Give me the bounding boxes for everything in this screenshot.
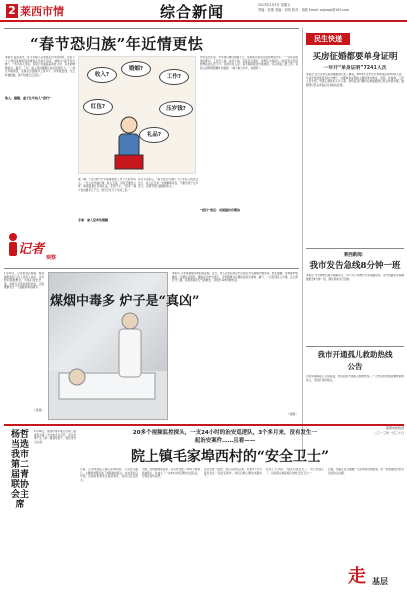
worried-person-icon — [109, 115, 149, 173]
lead-body-col1: 本报讯 临近春节，在大多数人买票回家过年的同时，也有不少人却因各种原因选择留在外地不回家，被称为“春节恐归族”。一些年轻人坦言，回家过年面临着来自父母、亲友的种种追问，婚恋、工作、收入等问题都让他们倍感压力。“一到过年就紧张，亲戚们见面就问工资多少、对象找没找、什么时候结婚，真不知道怎么回答。” — [5, 56, 75, 77]
divider — [306, 248, 404, 249]
section-name: 莱西市情 — [20, 5, 64, 18]
cartoon-illustration — [78, 56, 196, 174]
reporter-logo-subtext: 观察 — [46, 255, 57, 261]
feature-kicker: 起治安案件……且看—— — [194, 438, 256, 444]
feature-body-col2: 为此，村两委筹集资金，在全村安装了20多个视频监控探头，并成立了一支24小时巡逻的治安队伍，分班在村内巡逻。 — [142, 468, 200, 479]
lead-subhead: 收入、婚姻、面子让年轻人“恐归” — [5, 96, 51, 100]
election-headline: 杨哲当选我市第二届青联协会主席 — [10, 430, 29, 510]
header-editors: 责编：张蕾 美编：刘伟 校对：周燕 Email: xxjbwgl@163.com — [258, 8, 350, 12]
story-headline: 买房征婚都要单身证明 — [312, 52, 398, 62]
feature-kicker: 20多个视频监控探头，一支24小时的治安巡逻队，3个多月来，没有发生一 — [132, 430, 318, 436]
byline: （宫斐） — [32, 408, 44, 412]
lead-subhead: 专家：家人应多些理解 — [78, 218, 109, 222]
notice-headline: 我市开通孤儿救助热线 — [317, 350, 393, 359]
story-body: 本报讯 近日从市民政局婚姻登记处了解到，2012年全市共开具单身证明7241人次，与往年相比数量有较大增长。办理单身证明的主要用途为购房、贷款、征婚等。工作人员介绍，申请人须持本人户口簿、身份证到户籍所在地婚姻登记机关申请办理，婚姻登记机关审查后出具相关证明。 — [306, 73, 404, 87]
bubble-money: 压岁钱? — [159, 101, 193, 117]
notice-date: 二〇一三年一月三十日 — [373, 431, 404, 435]
notice-title: 公告 — [347, 362, 363, 371]
election-body: 1月26日，莱西市青年联合会第二届委员会第一次全体会议召开，会议选举产生了新一届领导班子，杨哲当选为主席。 — [34, 430, 76, 444]
story-kicker: 莱西新闻： — [343, 253, 367, 258]
bubble-income: 收入? — [87, 67, 117, 83]
divider — [4, 28, 299, 29]
page-title: 综合新闻 — [160, 3, 225, 21]
column-divider — [302, 28, 303, 458]
lead-headline: “春节恐归族”年近情更怯 — [30, 35, 204, 53]
notice-signature: 莱西市民政局 — [385, 426, 404, 430]
header-date: 2013年2月5日 星期五 — [258, 3, 291, 7]
feature-body-col5: 目前，该镇正在全镇推广毛家埠西村的经验，进一步加强农村社会治安综合治理。 — [328, 468, 404, 475]
lead-body-col3: 有关专家表示，“春节恐归”反映了当下年轻人的生活压力，家人应当多一些理解和包容，不要给孩子太多压力，让春节回归团圆的本义。 — [138, 178, 198, 189]
bubble-red-envelope: 红包? — [83, 99, 113, 115]
story-headline: 我市发告急线8分钟一班 — [309, 261, 401, 271]
story-body: 本报讯 为方便市民春节期间出行，市公交公司增开多条线路班次，部分线路发车间隔缩短至8分钟一班，满足乘客出行需求。 — [306, 274, 404, 281]
lead-body-col4: 市民张先生说，今年他们单位放假七天，但是他还是决定留在城里过年。“一回家亲戚朋友都问，工作怎么样，挣多少钱，有没有女朋友，觉得压力特别大。”和张先生有同样想法的人还不少。有的年轻人说，春节期间留在外地加班，可以拿到三倍工资；有的人则利用假期外出旅游，“换个地方过年，也挺好”。 — [200, 56, 298, 70]
reporter-logo-text: 记者 — [18, 242, 45, 257]
page-number: 2 — [6, 4, 18, 18]
lead-subhead: “恐归”背后：对团圆仍有期待 — [200, 208, 240, 212]
divider — [306, 346, 404, 347]
feature-body-col3: 自从安装了监控、成立巡逻队以来，村里3个多月没有发生一起治安案件，村民们晚上睡觉也踏实了。 — [204, 468, 262, 479]
feature-headline: 院上镇毛家埠西村的“安全卫士” — [130, 449, 330, 465]
header-meta — [258, 3, 403, 13]
grassroots-column-label: 基层 — [372, 577, 388, 586]
byline: （张艳） — [286, 412, 298, 416]
grassroots-column-logo: 走 — [348, 566, 366, 587]
section-banner: 民生快递 — [306, 33, 350, 45]
photo-news-text: 1月31日，记者来到店埠镇，看到镇里组织工作人员深入各村，走访慰问困难群众，为他们送去米、面、油等生活用品和慰问金，让困难群众过一个温暖祥和的春节。 — [4, 272, 44, 290]
divider — [4, 424, 404, 426]
bubble-job: 工作? — [159, 69, 189, 85]
bubble-marriage: 婚姻? — [121, 61, 151, 77]
notice-body: 为切实保障孤儿合法权益，市民政局开通孤儿救助热线，广大市民如发现需要救助的孤儿，可拨打热线电话。 — [306, 375, 404, 382]
story-subheadline: 一年开“单身证明”7241人次 — [323, 66, 387, 71]
coal-gas-body: 本报讯 冬季是煤烟中毒的高发期，近日，市人民医院急诊科已接诊多名煤烟中毒患者。医生提醒，使用煤炉取暖时一定要注意通风，睡前应将炉火熄灭，安装烟筒并定期检查是否堵塞、漏气，一旦发现有人中毒，应立即打开门窗，将患者移至空气新鲜处，并拨打120急救电话。 — [172, 272, 298, 283]
divider — [4, 268, 299, 269]
feature-body-col1: 日前，记者来到院上镇毛家埠西村，只见村头路口、主要街道都安装了视频监控探头。村支部书记介绍，以前村里常发生盗窃案件，村民们意见很大。 — [80, 468, 138, 482]
feature-body-col4: 村民王大爷说：“现在村里安全了，出门也放心了，这些探头就是咱们村的‘安全卫士’。” — [266, 468, 324, 475]
bubble-gift: 礼品? — [139, 127, 169, 143]
coal-gas-headline: 煤烟中毒多 炉子是“真凶” — [50, 294, 200, 309]
lead-body-col2: 据了解，“恐归族”中多是刚参加工作不久的年轻人。一些人在外地打拼，收入不高，回家还要给父母、晚辈准备红包和礼品，花费不小。“回家一趟少说也要花几千元，相当于好几个月的工资。” — [78, 178, 136, 192]
